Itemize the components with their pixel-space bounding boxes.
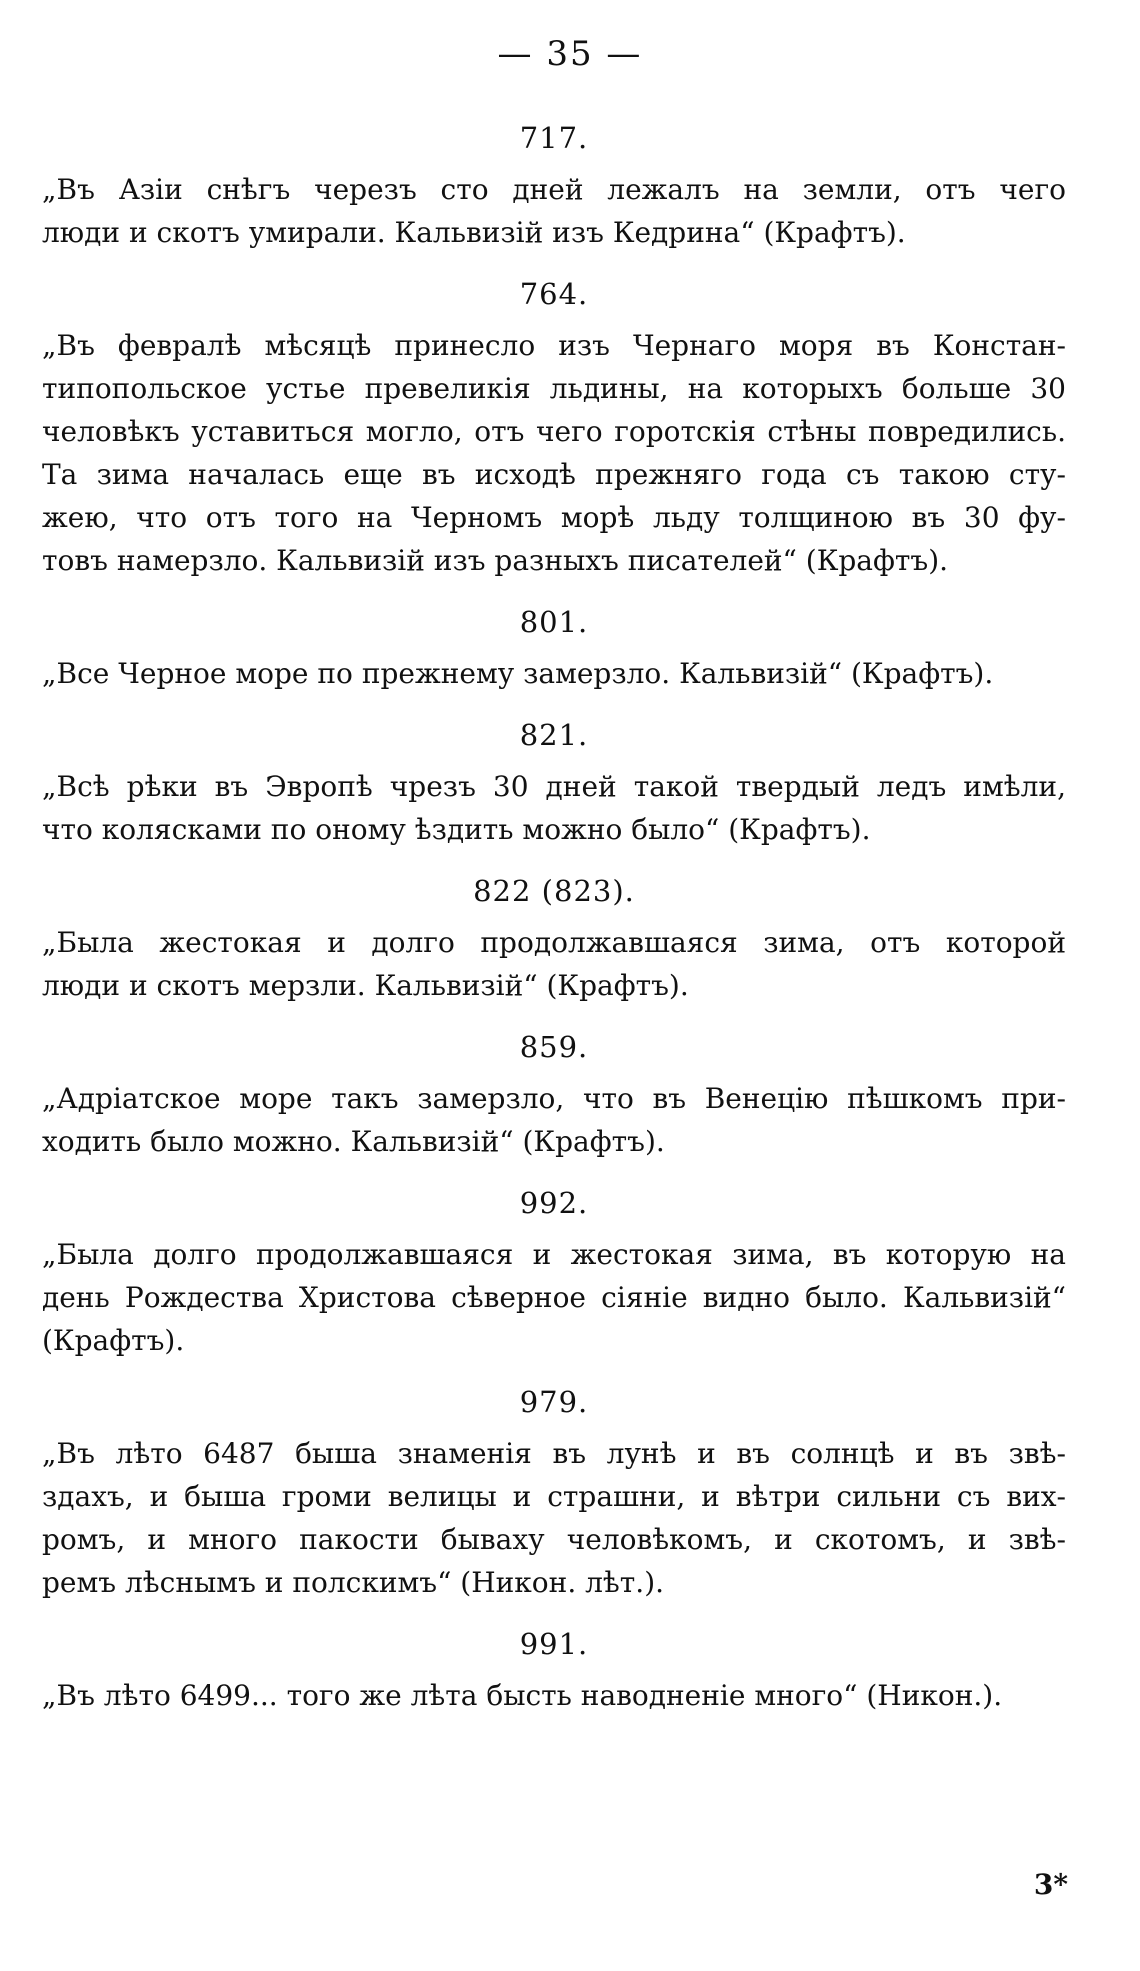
text-line: „Адріатское море такъ замерзло, что въ Венецію пѣшкомъ при- [42, 1082, 1066, 1115]
entry-quote-text [42, 765, 1066, 851]
text-line: (Крафтъ). [42, 1324, 185, 1357]
text-line: товъ намерзло. Кальвизій изъ разныхъ писателей“ (Крафтъ). [42, 544, 949, 577]
entry-year-heading: 717. [519, 121, 589, 155]
entry-year-heading: 801. [519, 605, 589, 639]
text-line: день Рождества Христова сѣверное сіяніе видно было. Кальвизій“ [42, 1281, 1066, 1314]
text-line: „Была жестокая и долго продолжавшаяся зима, отъ которой [42, 926, 1066, 959]
text-line: „Въ лѣто 6499... того же лѣта бысть наводненіе много“ (Никон.). [42, 1679, 1003, 1712]
text-line: „Въ Азіи снѣгъ черезъ сто дней лежалъ на земли, отъ чего [42, 173, 1066, 206]
text-line: типопольское устье превеликія льдины, на которыхъ больше 30 [42, 372, 1066, 405]
text-line: люди и скотъ мерзли. Кальвизій“ (Крафтъ). [42, 969, 689, 1002]
entry-year-heading: 979. [519, 1385, 589, 1419]
chronicle-entry [42, 1624, 1066, 1717]
text-line: ремъ лѣснымъ и полскимъ“ (Никон. лѣт.). [42, 1566, 665, 1599]
text-line: „Въ февралѣ мѣсяцѣ принесло изъ Чернаго моря въ Констан- [42, 329, 1066, 362]
chronicle-entry [42, 274, 1066, 582]
entry-quote-text [42, 1674, 1066, 1717]
entry-year-heading: 991. [519, 1627, 589, 1661]
chronicle-entry [42, 871, 1066, 1007]
entry-year-heading: 764. [519, 277, 589, 311]
entry-quote-text [42, 1233, 1066, 1362]
text-line: Та зима началась еще въ исходѣ прежняго года съ такою сту- [42, 458, 1066, 491]
text-line: „Всѣ рѣки въ Эвропѣ чрезъ 30 дней такой твердый ледъ имѣли, [42, 770, 1066, 803]
chronicle-entry [42, 1027, 1066, 1163]
chronicle-entry [42, 602, 1066, 695]
chronicle-entries [42, 118, 1066, 1737]
entry-year-heading: 859. [519, 1030, 589, 1064]
chronicle-entry [42, 118, 1066, 254]
text-line: здахъ, и быша громи велицы и страшни, и вѣтри сильни съ вих- [42, 1480, 1066, 1513]
chronicle-entry [42, 1183, 1066, 1362]
text-line: что колясками по оному ѣздить можно было“ (Крафтъ). [42, 813, 871, 846]
text-line: жею, что отъ того на Черномъ морѣ льду толщиною въ 30 фу- [42, 501, 1066, 534]
entry-year-heading: 992. [519, 1186, 589, 1220]
entry-year-heading: 822 (823). [473, 874, 635, 908]
entry-year-heading: 821. [519, 718, 589, 752]
chronicle-entry [42, 715, 1066, 851]
text-line: „Все Черное море по прежнему замерзло. Кальвизій“ (Крафтъ). [42, 657, 994, 690]
text-line: „Въ лѣто 6487 быша знаменія въ лунѣ и въ солнцѣ и въ звѣ- [42, 1437, 1066, 1470]
entry-quote-text [42, 324, 1066, 582]
chronicle-entry [42, 1382, 1066, 1604]
page-number: — 35 — [497, 34, 643, 74]
entry-quote-text [42, 921, 1066, 1007]
text-line: человѣкъ уставиться могло, отъ чего горотскія стѣны повредились. [42, 415, 1066, 448]
text-line: люди и скотъ умирали. Кальвизій изъ Кедрина“ (Крафтъ). [42, 216, 906, 249]
entry-quote-text [42, 1077, 1066, 1163]
entry-quote-text [42, 1432, 1066, 1604]
entry-quote-text [42, 652, 1066, 695]
printer-signature-mark: 3* [1033, 1868, 1068, 1901]
text-line: ромъ, и много пакости бываху человѣкомъ, и скотомъ, и звѣ- [42, 1523, 1066, 1556]
text-line: ходить было можно. Кальвизій“ (Крафтъ). [42, 1125, 665, 1158]
entry-quote-text [42, 168, 1066, 254]
text-line: „Была долго продолжавшаяся и жестокая зима, въ которую на [42, 1238, 1066, 1271]
